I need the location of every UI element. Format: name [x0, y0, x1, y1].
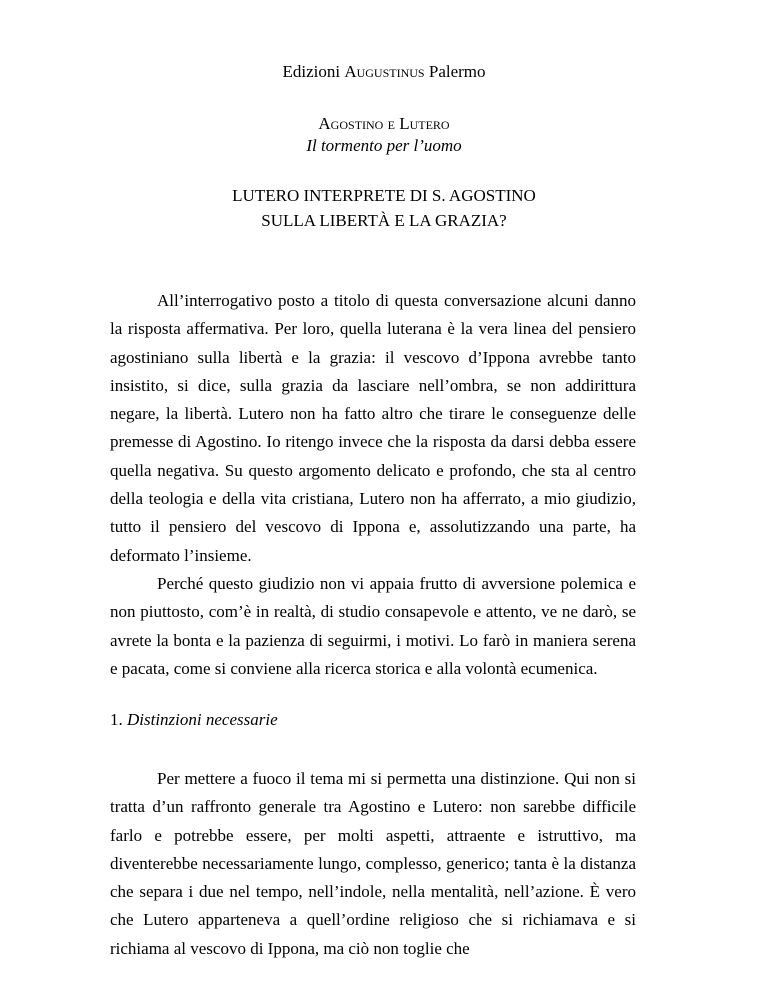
section-heading [110, 710, 278, 730]
series-part1: Agostino [318, 114, 384, 133]
series-subtitle: Il tormento per l’uomo [306, 136, 462, 155]
document-title-line2: SULLA LIBERTÀ E LA GRAZIA? [261, 211, 507, 230]
publisher-city: Palermo [424, 62, 486, 81]
section-title: Distinzioni necessarie [127, 710, 278, 729]
series-title [0, 114, 768, 134]
section-number: 1. [110, 710, 127, 729]
document-title-line1: LUTERO INTERPRETE DI S. AGOSTINO [232, 186, 536, 205]
publisher-name: Augustinus [344, 62, 425, 81]
section-paragraph-1: Per mettere a fuoco il tema mi si permetta una distinzione. Qui non si tratta d’un raffronto generale tra Agostino e Lutero: non sarebbe difficile farlo e potrebbe essere, per molti aspetti, attraente e istruttivo, ma diventerebbe necessariamente lungo, complesso, generico; tanta è la distanza che separa i due nel tempo, nell’indole, nella mentalità, nell’azione. È vero che Lutero apparteneva a quell’ordine religioso che si richiamava e si richiama al vescovo di Ippona, ma ciò non toglie che [110, 769, 636, 958]
intro-text [110, 287, 636, 683]
publisher-prefix: Edizioni [282, 62, 345, 81]
intro-paragraph-2: Perché questo giudizio non vi appaia frutto di avversione polemica e non piuttosto, com’è in realtà, di studio consapevole e attento, ve ne darò, se avrete la bonta e la pazienza di seguirmi, i motivi. Lo farò in maniera serena e pacata, come si conviene alla ricerca storica e alla volontà ecumenica. [110, 573, 636, 678]
publisher-line [0, 62, 768, 82]
series-conj: e [383, 114, 400, 133]
section-text [110, 765, 636, 963]
intro-paragraph-1: All’interrogativo posto a titolo di questa conversazione alcuni danno la risposta affermativa. Per loro, quella luterana è la vera linea del pensiero agostiniano sulla libertà e la grazia: il vescovo d’Ippona avrebbe tanto insistito, si dice, sulla grazia da lasciare nell’ombra, se non addirittura negare, la libertà. Lutero non ha fatto altro che tirare le conseguenze delle premesse di Agostino. Io ritengo invece che la risposta da darsi debba essere quella negativa. Su questo argomento delicato e profondo, che sta al centro della teologia e della vita cristiana, Lutero non ha afferrato, a mio giudizio, tutto il pensiero del vescovo di Ippona e, assolutizzando una parte, ha deformato l’insieme. [110, 291, 636, 565]
series-part2: Lutero [399, 114, 450, 133]
